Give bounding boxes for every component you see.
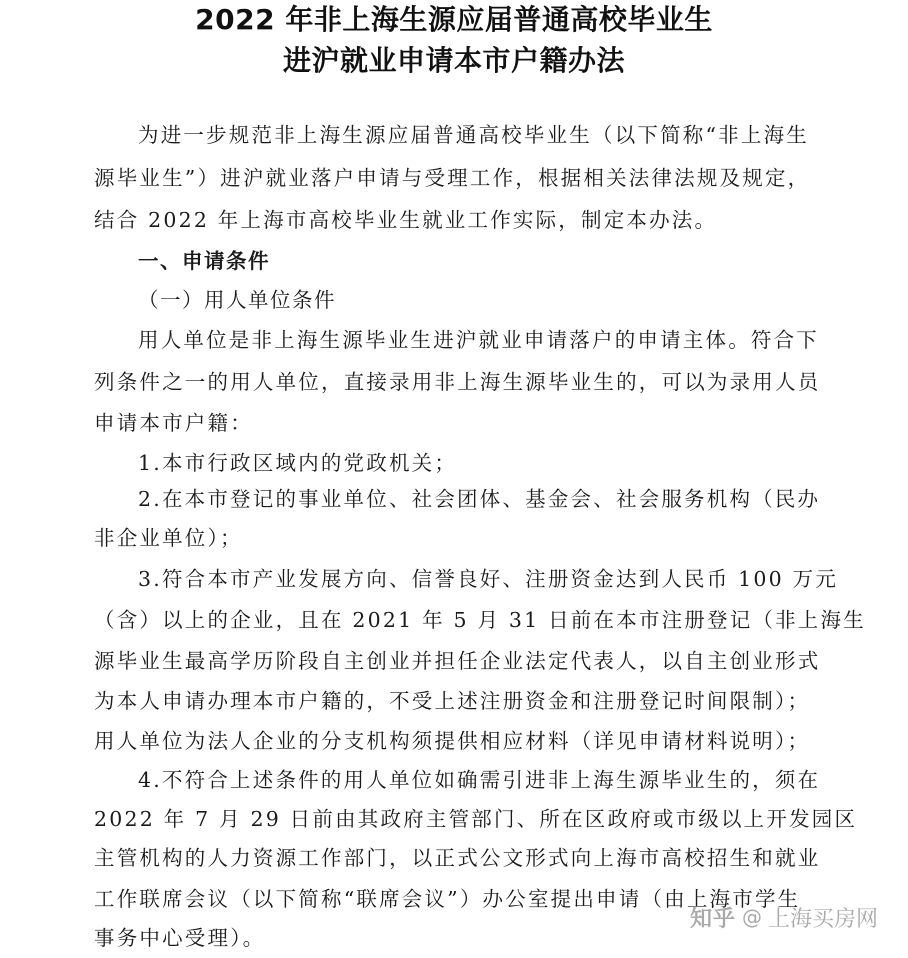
paragraph-line: 源毕业生”）进沪就业落户申请与受理工作，根据相关法律法规及规定， xyxy=(94,166,811,190)
subsection-heading: （一）用人单位条件 xyxy=(138,288,336,312)
document-title-line-2: 进沪就业申请本市户籍办法 xyxy=(282,44,625,77)
document-title-line-1: 2022 年非上海生源应届普通高校毕业生 xyxy=(195,3,713,36)
zhihu-watermark xyxy=(690,900,878,934)
watermark-username: 上海买房网 xyxy=(768,906,879,932)
at-sign: @ xyxy=(742,905,763,929)
list-item: 2.在本市登记的事业单位、社会团体、基金会、社会服务机构（民办 xyxy=(138,487,821,511)
list-item: 1.本市行政区域内的党政机关； xyxy=(138,451,458,475)
list-item-continuation: 主管机构的人力资源工作部门，以正式公文形式向上海市高校招生和就业 xyxy=(94,846,821,870)
list-item-continuation: 工作联席会议（以下简称“联席会议”）办公室提出申请（由上海市学生 xyxy=(94,887,801,911)
zhihu-logo: 知乎 xyxy=(690,906,737,932)
list-item-continuation: 事务中心受理）。 xyxy=(94,926,266,950)
list-item: 4.不符合上述条件的用人单位如确需引进非上海生源毕业生的，须在 xyxy=(138,768,821,792)
list-item-continuation: 非企业单位）； xyxy=(94,526,243,550)
paragraph-line: 结合 2022 年上海市高校毕业生就业工作实际，制定本办法。 xyxy=(94,208,718,232)
list-item-continuation: 源毕业生最高学历阶段自主创业并担任企业法定代表人，以自主创业形式 xyxy=(94,649,821,673)
list-item: 3.符合本市产业发展方向、信誉良好、注册资金达到人民币 100 万元 xyxy=(138,567,839,591)
list-item-continuation: 为本人申请办理本市户籍的，不受上述注册资金和注册登记时间限制）； xyxy=(94,689,811,713)
section-heading: 一、申请条件 xyxy=(138,249,270,273)
paragraph-line: 列条件之一的用人单位，直接录用非上海生源毕业生的，可以为录用人员 xyxy=(94,370,821,394)
list-item-continuation: （含）以上的企业，且在 2021 年 5 月 31 日前在本市注册登记（非上海生 xyxy=(94,608,866,632)
paragraph-line: 为进一步规范非上海生源应届普通高校毕业生（以下简称“非上海生 xyxy=(138,123,809,147)
paragraph-line: 申请本市户籍： xyxy=(94,411,253,435)
list-item-continuation: 用人单位为法人企业的分支机构须提供相应材料（详见申请材料说明）； xyxy=(94,729,811,753)
paragraph-line: 用人单位是非上海生源毕业生进沪就业申请落户的申请主体。符合下 xyxy=(138,328,819,352)
list-item-continuation: 2022 年 7 月 29 日前由其政府主管部门、所在区政府或市级以上开发园区 xyxy=(94,807,858,831)
